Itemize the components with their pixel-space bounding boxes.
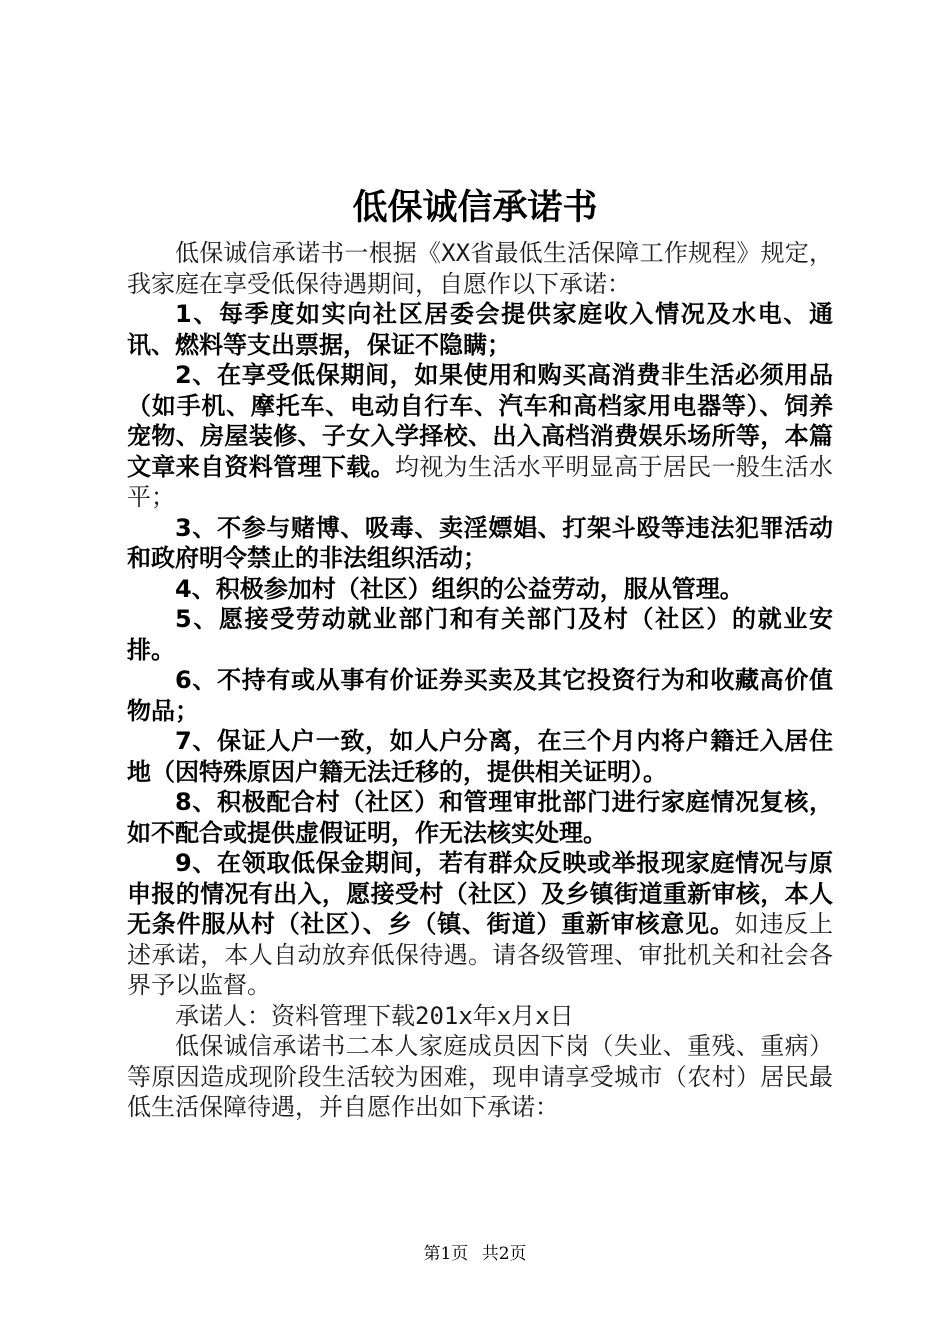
- page-number: 第1页: [423, 1244, 469, 1264]
- paragraph-item-7: [127, 726, 833, 787]
- page-total: 共2页: [481, 1244, 527, 1264]
- paragraph-item-6: [127, 665, 833, 726]
- paragraph-text: 4、积极参加村（社区）组织的公益劳动，服从管理。: [175, 574, 744, 603]
- paragraph-text: 低保诚信承诺书一根据《XX省最低生活保障工作规程》规定，我家庭在享受低保待遇期间，自愿作以下承诺：: [127, 239, 833, 298]
- paragraph-text: 6、不持有或从事有价证券买卖及其它投资行为和收藏高价值物品；: [127, 666, 833, 725]
- paragraph-text: 承诺人：资料管理下载201x年x月x日: [175, 1001, 574, 1030]
- paragraph-intro: [127, 238, 833, 299]
- paragraph-item-4: [127, 574, 833, 605]
- paragraph-text: 2、在享受低保期间，如果使用和购买高消费非生活必须用品（如手机、摩托车、电动自行车、汽车和高档家用电器等）、饲养宠物、房屋装修、子女入学择校、出入高档消费娱乐场所等，本篇文章来自资料管理下载。: [127, 361, 833, 481]
- paragraph-text: 9、在领取低保金期间，若有群众反映或举报现家庭情况与原申报的情况有出入，愿接受村（社区）及乡镇街道重新审核，本人无条件服从村（社区）、乡（镇、街道）重新审核意见。: [127, 849, 833, 938]
- paragraph-item-8: [127, 787, 833, 848]
- paragraph-tail: 均视为生活水平明显高于居民一般生活水平；: [127, 452, 834, 511]
- paragraph-tail: 如违反上述承诺，本人自动放弃低保待遇。请各级管理、审批机关和社会各界予以监督。: [127, 910, 834, 999]
- paragraph-text: 3、不参与赌博、吸毒、卖淫嫖娼、打架斗殴等违法犯罪活动和政府明令禁止的非法组织活动；: [127, 513, 833, 572]
- paragraph-item-2: [127, 360, 833, 513]
- paragraph-text: 低保诚信承诺书二本人家庭成员因下岗（失业、重残、重病）等原因造成现阶段生活较为困难，现申请享受城市（农村）居民最低生活保障待遇，并自愿作出如下承诺：: [127, 1032, 833, 1121]
- paragraph-text: 1、每季度如实向社区居委会提供家庭收入情况及水电、通讯、燃料等支出票据，保证不隐瞒；: [127, 300, 833, 359]
- page-footer: [0, 1243, 950, 1265]
- paragraph-text: 8、积极配合村（社区）和管理审批部门进行家庭情况复核，如不配合或提供虚假证明，作无法核实处理。: [127, 788, 833, 847]
- paragraph-item-9: [127, 848, 833, 1001]
- paragraph-item-5: [127, 604, 833, 665]
- paragraph-second-pledge: [127, 1031, 833, 1123]
- paragraph-text: 7、保证人户一致，如人户分离，在三个月内将户籍迁入居住地（因特殊原因户籍无法迁移的，提供相关证明）。: [127, 727, 833, 786]
- paragraph-item-1: [127, 299, 833, 360]
- document-body: [127, 238, 833, 1123]
- signature-line: [127, 1001, 833, 1032]
- paragraph-text: 5、愿接受劳动就业部门和有关部门及村（社区）的就业安排。: [127, 605, 833, 664]
- document-title: 低保诚信承诺书: [352, 187, 598, 228]
- paragraph-item-3: [127, 513, 833, 574]
